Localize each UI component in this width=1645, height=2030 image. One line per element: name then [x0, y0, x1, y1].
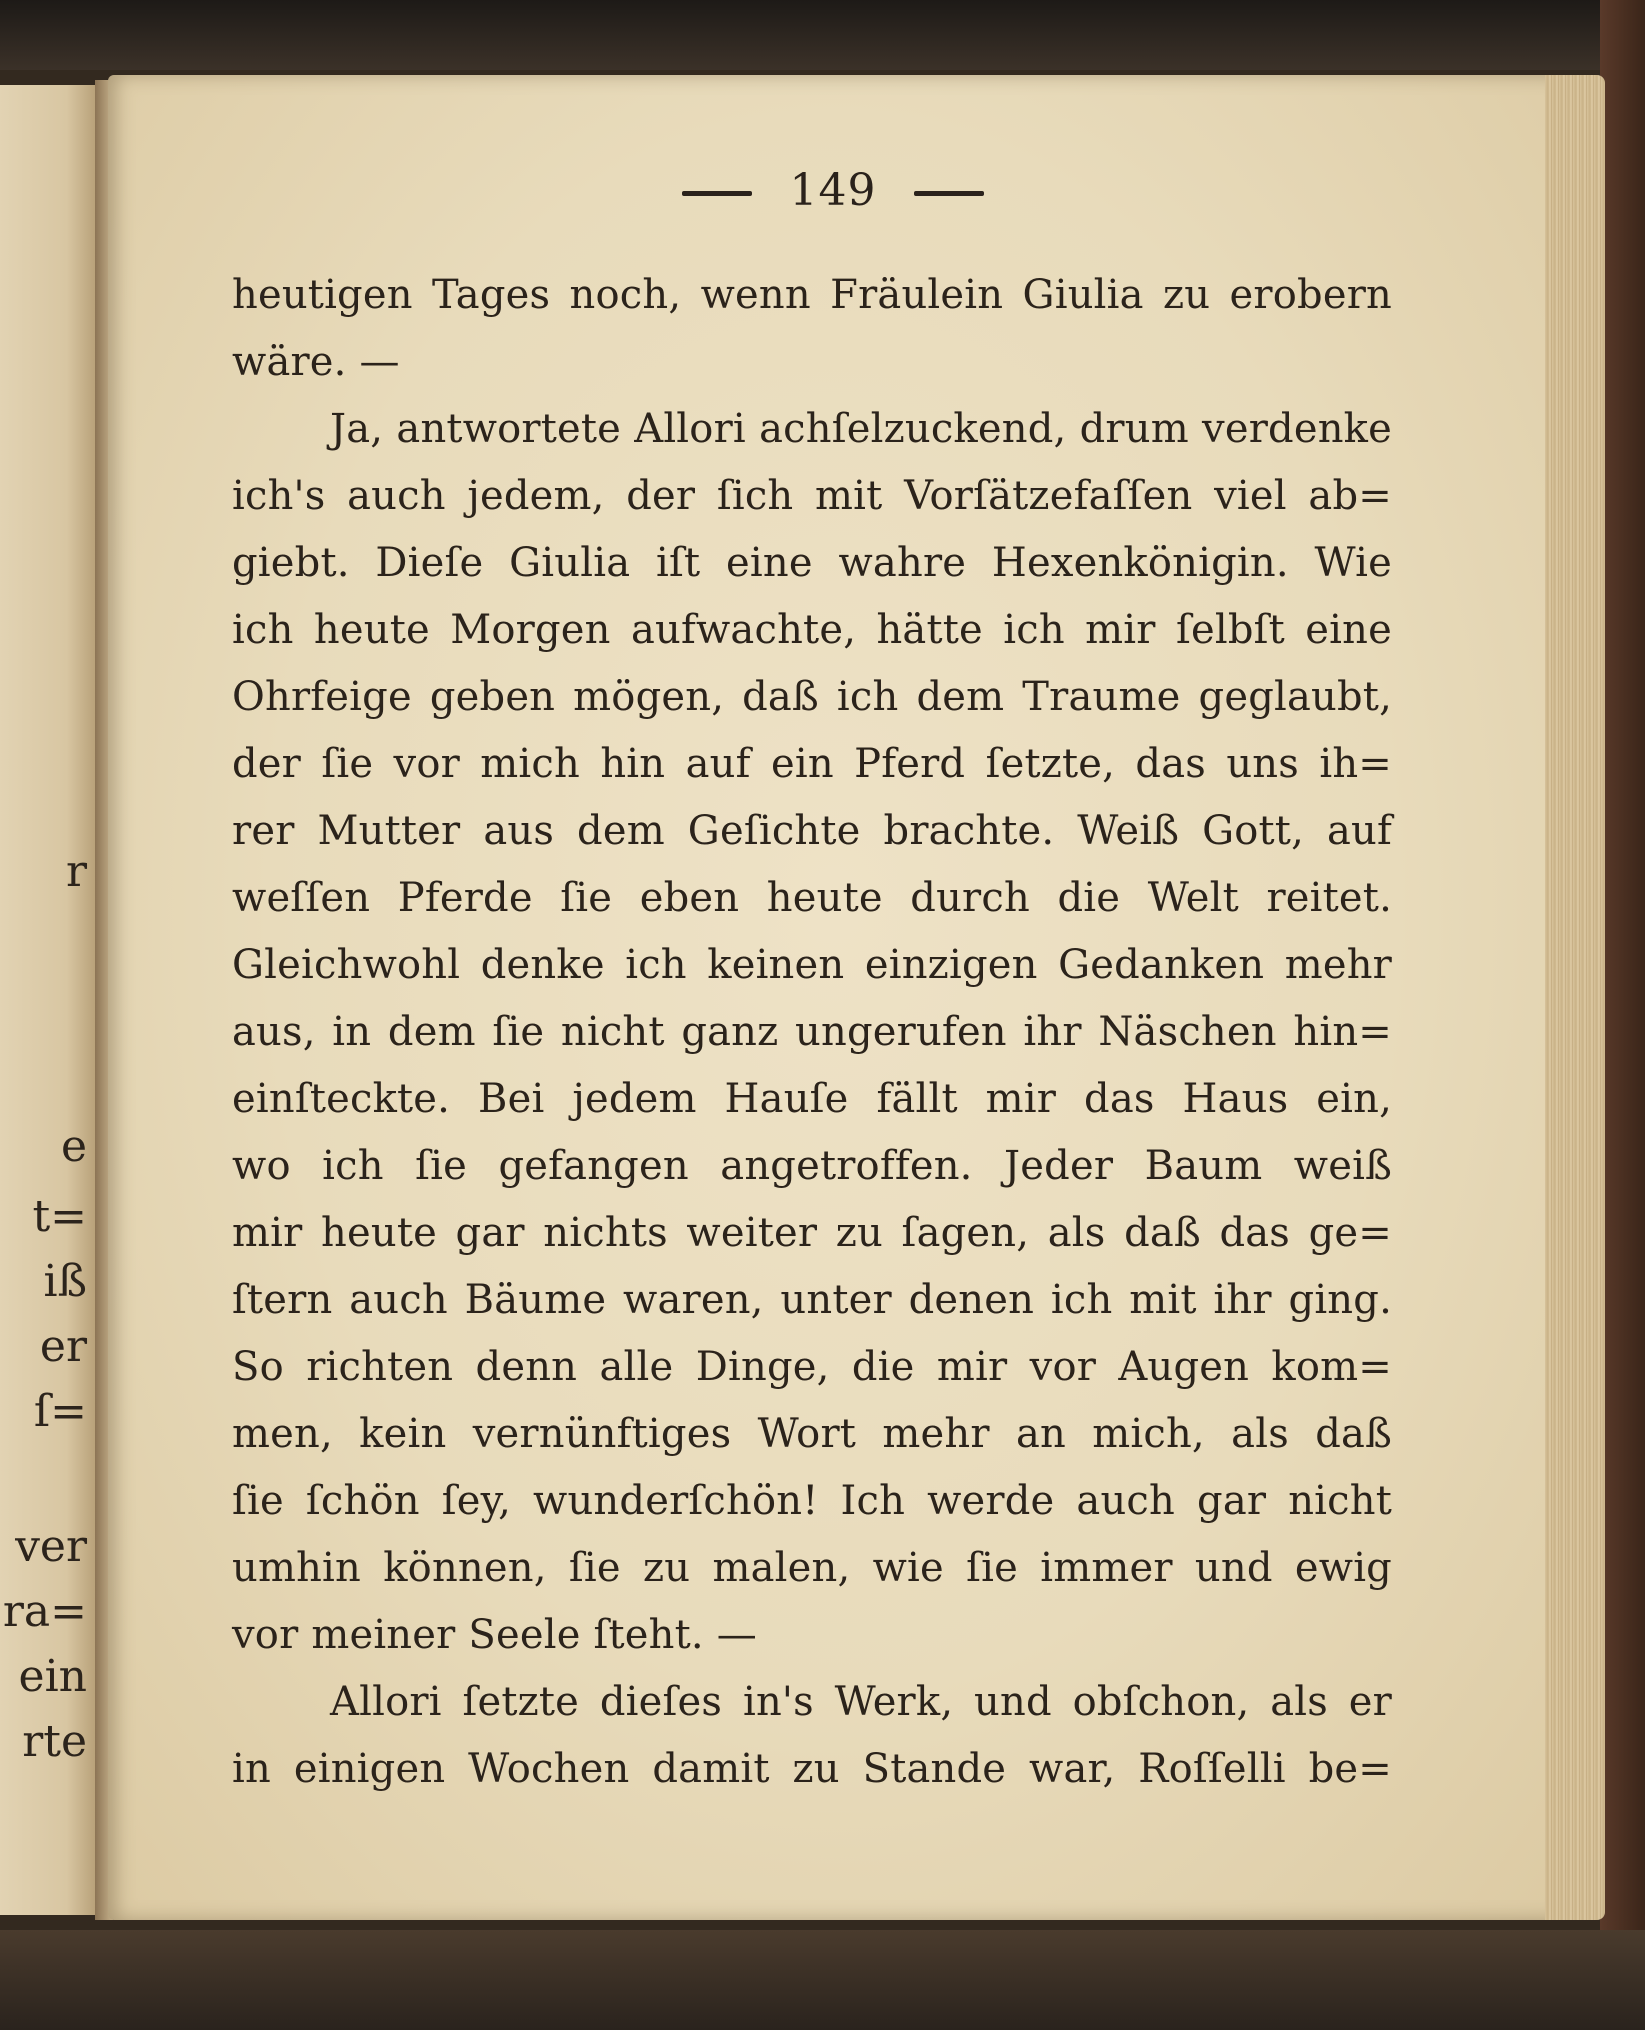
text-line: Allori ſetzte dieſes in's Werk, und obſchon, als er	[330, 1679, 1392, 1725]
text-line: Ohrfeige geben mögen, daß ich dem Traume geglaubt,	[232, 674, 1392, 720]
previous-page-fragment: r	[65, 846, 87, 897]
book-cover-right-edge	[1600, 0, 1645, 2030]
text-line: ich's auch jedem, der ſich mit Vorſätzefaſſen viel ab=	[232, 473, 1392, 519]
text-line: vor meiner Seele ſteht. —	[232, 1612, 757, 1658]
text-line: aus, in dem ſie nicht ganz ungerufen ihr Näschen hin=	[232, 1009, 1392, 1055]
previous-page-fragment: ra=	[2, 1586, 87, 1637]
previous-page-fragment: rte	[22, 1716, 87, 1767]
header-dash-left	[682, 191, 752, 196]
text-line: rer Mutter aus dem Geſichte brachte. Weiß Gott, auf	[232, 808, 1392, 854]
text-line: ſie ſchön ſey, wunderſchön! Ich werde auch gar nicht	[232, 1478, 1392, 1524]
page-number: 149	[789, 165, 877, 216]
text-line: Gleichwohl denke ich keinen einzigen Gedanken mehr	[232, 942, 1392, 988]
body-text	[232, 262, 1392, 1803]
text-line: ſtern auch Bäume waren, unter denen ich mit ihr ging.	[232, 1277, 1392, 1323]
previous-page-fragment: t=	[32, 1191, 87, 1242]
text-line: giebt. Dieſe Giulia iſt eine wahre Hexenkönigin. Wie	[232, 540, 1392, 586]
text-line: heutigen Tages noch, wenn Fräulein Giulia zu erobern	[232, 272, 1392, 318]
text-line: mir heute gar nichts weiter zu ſagen, als daß das ge=	[232, 1210, 1392, 1256]
previous-page-fragment: e	[60, 1121, 87, 1172]
text-line: ich heute Morgen aufwachte, hätte ich mir ſelbſt eine	[232, 607, 1392, 653]
text-line: umhin können, ſie zu malen, wie ſie immer und ewig	[232, 1545, 1392, 1591]
text-line: wo ich ſie gefangen angetroffen. Jeder Baum weiß	[232, 1143, 1392, 1189]
header-dash-right	[914, 191, 984, 196]
book-cover-top-edge	[0, 0, 1645, 70]
text-line: der ſie vor mich hin auf ein Pferd ſetzte, das uns ih=	[232, 741, 1392, 787]
text-line: in einigen Wochen damit zu Stande war, Roſſelli be=	[232, 1746, 1392, 1792]
previous-page-fragment: er	[39, 1321, 87, 1372]
text-line: weſſen Pferde ſie eben heute durch die Welt reitet.	[232, 875, 1392, 921]
text-line: men, kein vernünftiges Wort mehr an mich, als daß	[232, 1411, 1392, 1457]
previous-page-fragment: ſ=	[33, 1386, 87, 1437]
previous-page-fragment: ein	[18, 1651, 87, 1702]
page-header	[108, 165, 1558, 216]
previous-page-fragment: iß	[43, 1256, 87, 1307]
previous-page-fragment: ver	[15, 1521, 87, 1572]
text-line: wäre. —	[232, 339, 400, 385]
previous-page-edge	[0, 85, 95, 1915]
text-line: Ja, antwortete Allori achſelzuckend, drum verdenke	[330, 406, 1392, 452]
book-cover-bottom-edge	[0, 1930, 1645, 2030]
text-line: So richten denn alle Dinge, die mir vor Augen kom=	[232, 1344, 1392, 1390]
page-stack-edges	[1545, 75, 1605, 1920]
text-line: einſteckte. Bei jedem Hauſe fällt mir das Haus ein,	[232, 1076, 1392, 1122]
